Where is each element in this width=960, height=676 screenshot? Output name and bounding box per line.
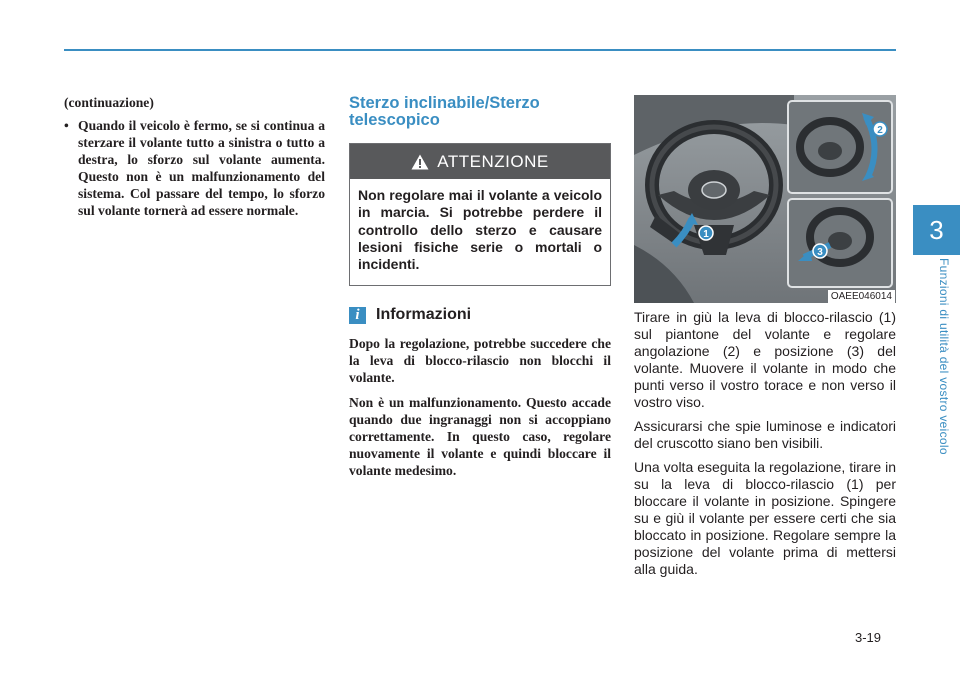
continued-label: (continuazione) [64,95,154,110]
body-paragraph: Tirare in giù la leva di blocco-rilascio (1) sul piantone del volante e regolare angolazione (2) e posizione (3) del volante. Muovere il volante in modo che punti verso il vostro torace e non verso il vostro viso. [634,309,896,410]
telescopic-inset [788,199,892,287]
info-paragraph: Dopo la regolazione, potrebbe succedere che la leva di blocco-rilascio non blocchi il volante. [349,336,611,386]
bullet-item [64,117,325,219]
tilt-inset [788,101,892,193]
header-rule [64,49,896,51]
body-paragraph: Una volta eseguita la regolazione, tirare in su la leva di blocco-rilascio (1) per bloccare il volante in posizione. Spingere su e giù il volante per essere certi che sia bloccato in posizione. Regolare sempre la posizione del volante prima di mettersi alla guida. [634,459,896,577]
bullet-text: Quando il veicolo è fermo, se si continua a sterzare il volante tutto a sinistra o tutto a destra, lo sforzo sul volante aumenta. Questo non è un malfunzionamento del sistema. Col passare del tempo, lo sforzo sul volante tornerà ad essere normale. [78,118,325,218]
info-paragraph: Non è un malfunzionamento. Questo accade quando due ingranaggi non si accoppiano correttamente. In questo caso, regolare nuovamente il volante e quindi bloccare il volante medesimo. [349,395,611,479]
bullet-dot: • [64,118,69,133]
steering-wheel-illustration [634,95,896,303]
warning-header [350,144,610,179]
section-title: Sterzo inclinabile/Sterzo telescopico [349,94,540,129]
steering-wheel-figure [634,95,896,303]
warning-box [349,143,611,286]
figure-code: OAEE046014 [828,290,895,303]
warning-label: ATTENZIONE [437,151,549,171]
info-label: Informazioni [376,306,472,324]
body-paragraph: Assicurarsi che spie luminose e indicatori del cruscotto siano ben visibili. [634,418,896,451]
left-column [64,94,325,219]
chapter-title: Funzioni di utilità del vostro veicolo [937,258,951,455]
warning-triangle-icon [411,154,429,170]
chapter-number-tab: 3 [913,205,960,255]
callout-3: 3 [817,247,823,258]
info-header [349,306,611,324]
page-number: 3-19 [855,630,882,645]
middle-column [349,95,611,479]
info-icon: i [349,307,366,324]
warning-text: Non regolare mai il volante a veicolo in marcia. Si potrebbe perdere il controllo dello sterzo e causare lesioni fisiche serie o mortali o incidenti. [358,187,602,273]
callout-1: 1 [703,229,709,240]
callout-2: 2 [877,125,883,136]
right-column [634,95,896,578]
